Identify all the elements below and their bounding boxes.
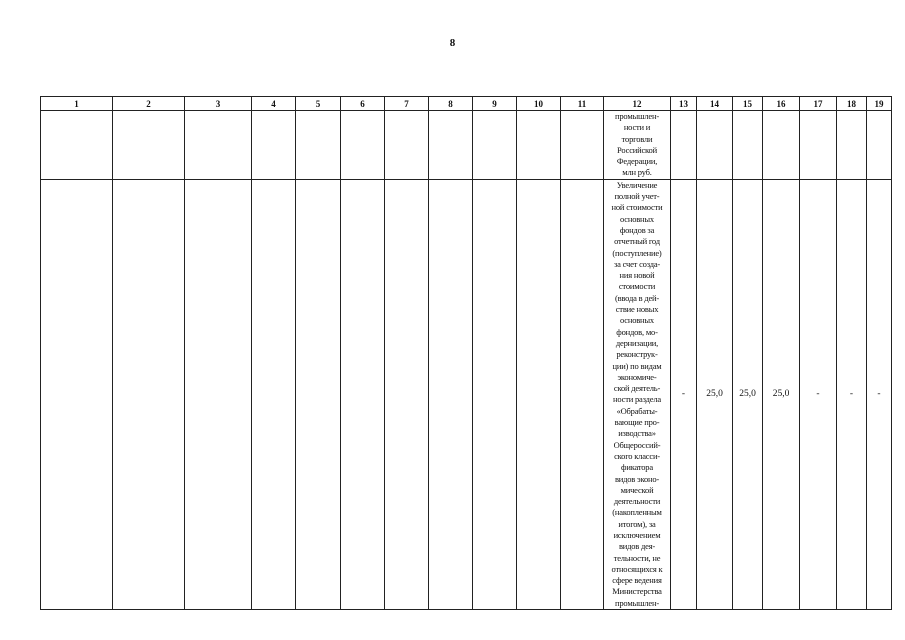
col-header: 18 bbox=[837, 97, 867, 111]
col-header: 14 bbox=[697, 97, 733, 111]
value-cell: 25,0 bbox=[733, 179, 763, 609]
value-cell: 25,0 bbox=[763, 179, 800, 609]
indicator-cell: промышлен- ности и торговли Российской Федерации, млн руб. bbox=[604, 111, 671, 180]
col-header: 11 bbox=[561, 97, 604, 111]
table-cell bbox=[296, 179, 341, 609]
value-cell: - bbox=[671, 179, 697, 609]
col-header: 3 bbox=[185, 97, 252, 111]
data-table bbox=[40, 96, 892, 610]
value-cell bbox=[800, 111, 837, 180]
table-cell bbox=[185, 111, 252, 180]
table-cell bbox=[41, 111, 113, 180]
table-cell bbox=[41, 179, 113, 609]
table-cell bbox=[561, 111, 604, 180]
col-header: 7 bbox=[385, 97, 429, 111]
col-header: 2 bbox=[113, 97, 185, 111]
value-cell bbox=[763, 111, 800, 180]
col-header: 8 bbox=[429, 97, 473, 111]
table-cell bbox=[517, 111, 561, 180]
col-header: 9 bbox=[473, 97, 517, 111]
col-header: 1 bbox=[41, 97, 113, 111]
value-cell: - bbox=[867, 179, 892, 609]
table-cell bbox=[473, 179, 517, 609]
value-cell bbox=[671, 111, 697, 180]
page-number: 8 bbox=[449, 37, 456, 49]
col-header: 6 bbox=[341, 97, 385, 111]
table-cell bbox=[296, 111, 341, 180]
table-row bbox=[41, 111, 892, 180]
table-cell bbox=[429, 179, 473, 609]
col-header: 5 bbox=[296, 97, 341, 111]
col-header: 10 bbox=[517, 97, 561, 111]
value-cell bbox=[837, 111, 867, 180]
table-cell bbox=[113, 179, 185, 609]
col-header: 19 bbox=[867, 97, 892, 111]
table-cell bbox=[473, 111, 517, 180]
table-cell bbox=[341, 111, 385, 180]
value-cell bbox=[697, 111, 733, 180]
table-cell bbox=[429, 111, 473, 180]
col-header: 13 bbox=[671, 97, 697, 111]
value-cell: - bbox=[800, 179, 837, 609]
col-header: 4 bbox=[252, 97, 296, 111]
table-cell bbox=[517, 179, 561, 609]
header-row bbox=[41, 97, 892, 111]
col-header: 12 bbox=[604, 97, 671, 111]
col-header: 15 bbox=[733, 97, 763, 111]
table-cell bbox=[185, 179, 252, 609]
indicator-cell: Увеличение полной учет- ной стоимости основных фондов за отчетный год (поступление) за счет созда- ния новой стоимости (ввода в дей- ствие новых основных фондов, мо- дернизации, реконструк- ции) по видам экономиче- ской деятель- ности раздела «Обрабаты- вающие про- изводства» Общероссий- ского класси- фикатора видов эконо- мической деятельности (накопленным итогом), за исключением видов дея- тельности, не относящихся к сфере ведения Министерства промышлен- bbox=[604, 179, 671, 609]
value-cell bbox=[867, 111, 892, 180]
table-cell bbox=[385, 179, 429, 609]
value-cell bbox=[733, 111, 763, 180]
table-cell bbox=[252, 111, 296, 180]
table-cell bbox=[113, 111, 185, 180]
value-cell: 25,0 bbox=[697, 179, 733, 609]
table-cell bbox=[561, 179, 604, 609]
table-cell bbox=[385, 111, 429, 180]
table-cell bbox=[252, 179, 296, 609]
table-row bbox=[41, 179, 892, 609]
col-header: 17 bbox=[800, 97, 837, 111]
col-header: 16 bbox=[763, 97, 800, 111]
table-cell bbox=[341, 179, 385, 609]
value-cell: - bbox=[837, 179, 867, 609]
